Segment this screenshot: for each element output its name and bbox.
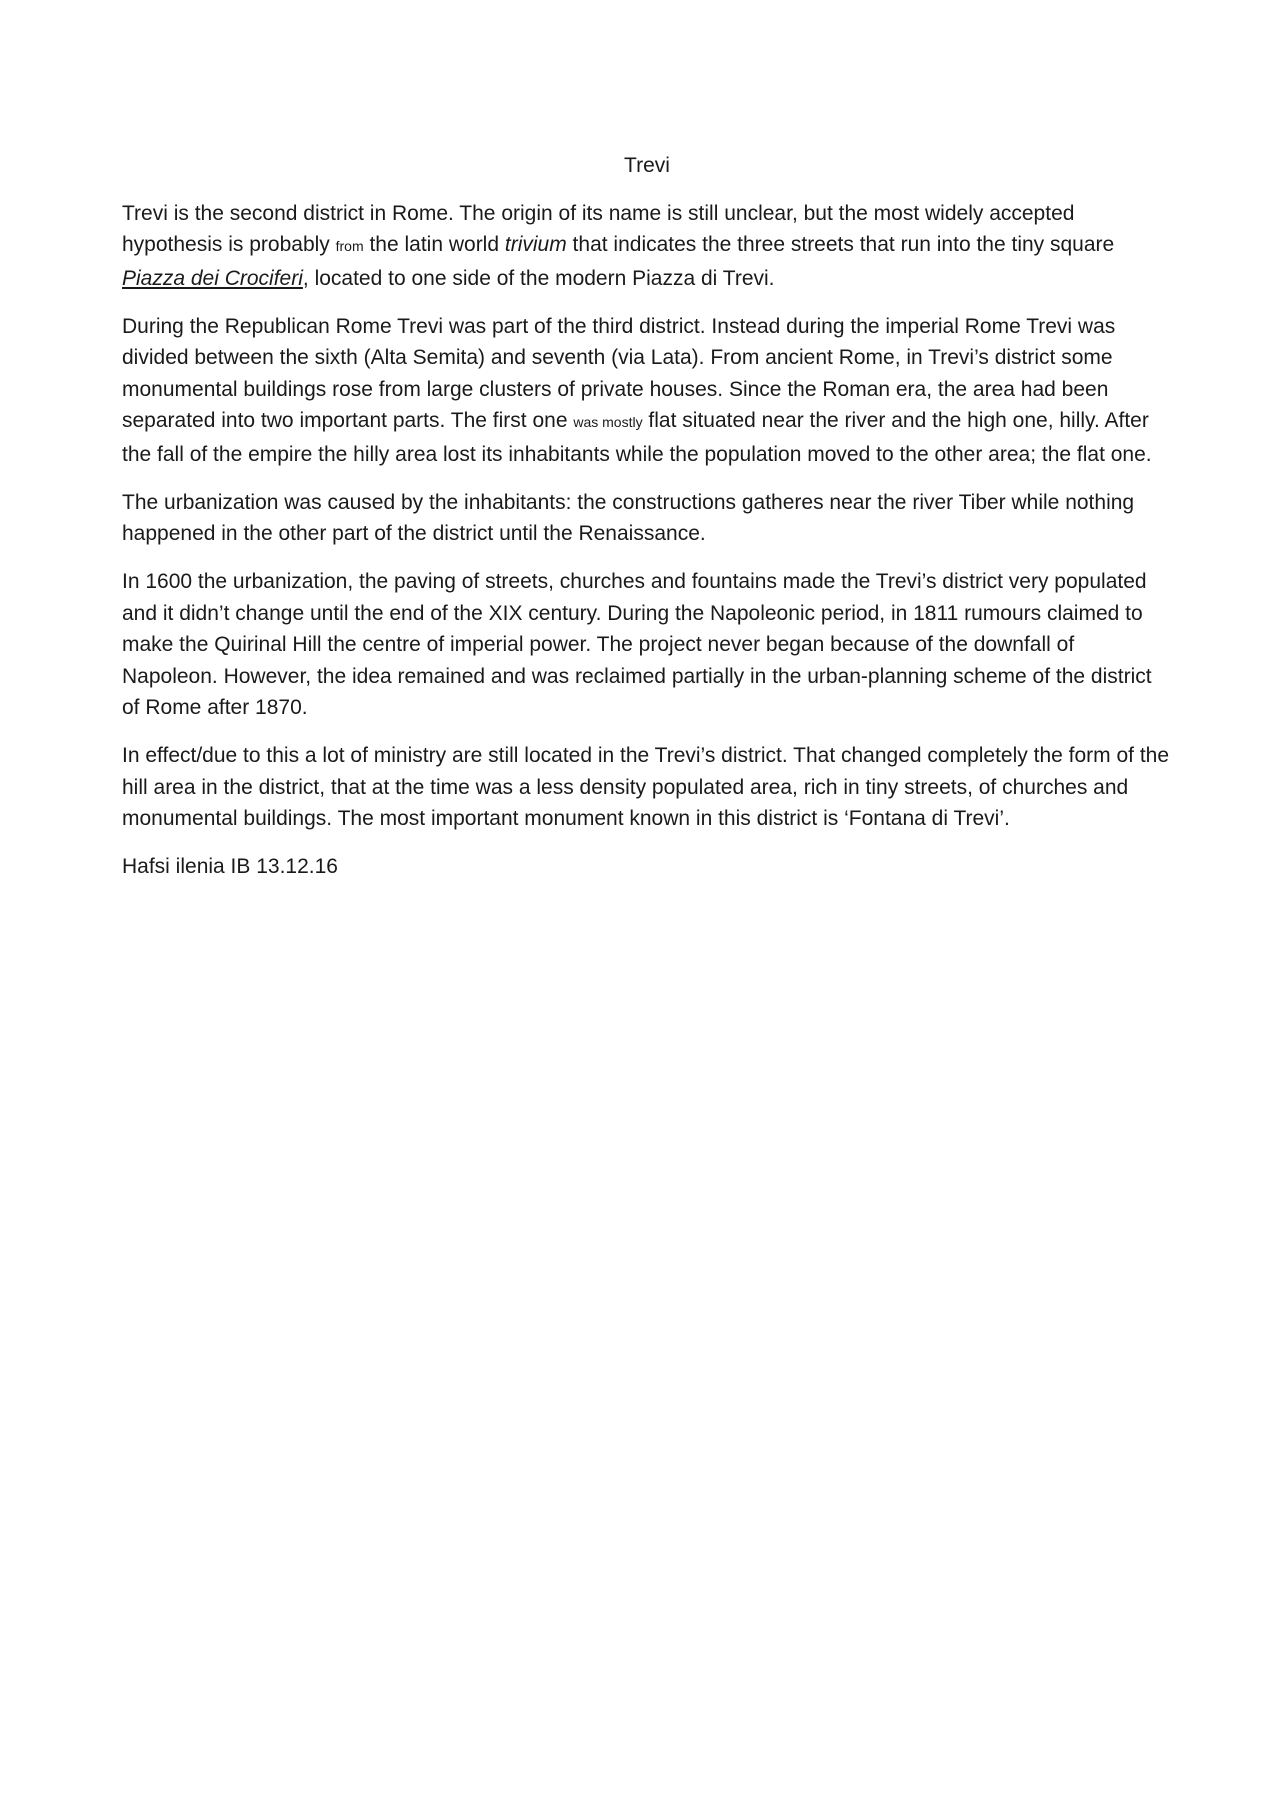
piazza-dei-crociferi-link[interactable]: Piazza dei Crociferi: [122, 266, 303, 290]
signature-line: Hafsi ilenia IB 13.12.16: [122, 855, 338, 878]
paragraph-1-text-c: that indicates the three streets that run into the tiny square: [566, 233, 1115, 256]
paragraph-1-italic-trivium: trivium: [504, 233, 567, 256]
paragraph-3: The urbanization was caused by the inhabitants: the constructions gatheres near the river Tiber while nothing happened in the other part of the district until the Renaissance.: [122, 490, 1135, 545]
paragraph-1: [122, 198, 1172, 295]
paragraph-2-text-a: During the Republican Rome Trevi was part of the third district. Instead during the imperial Rome Trevi was divided between the sixth (Alta Semita) and seventh (via Lata). From ancient Rome, in Trevi’s district some monumental buildings rose from large clusters of private houses. Since the Roman era, the area had been separated into two important parts. The first one: [122, 314, 1116, 432]
document-body: [122, 150, 1172, 899]
paragraph-5: In effect/due to this a lot of ministry are still located in the Trevi’s district. That changed completely the form of the hill area in the district, that at the time was a less density populated area, rich in tiny streets, of churches and monumental buildings. The most important monument known in this district is ‘Fontana di Trevi’.: [122, 744, 1170, 830]
paragraph-2-text-b: flat situated near the river and the high one, hilly. After the fall of the empire the hilly area lost its inhabitants while the population moved to the other area; the flat one.: [122, 409, 1152, 466]
paragraph-2-small-was-mostly: was mostly: [573, 414, 643, 430]
paragraph-2: [122, 311, 1172, 471]
paragraph-1-text-b: the latin world: [363, 233, 505, 256]
document-title: Trevi: [624, 154, 670, 177]
paragraph-1-text-d: , located to one side of the modern Piazza di Trevi.: [302, 266, 775, 290]
paragraph-1-text-a: Trevi is the second district in Rome. The origin of its name is still unclear, but the most widely accepted hypothesis is probably: [122, 201, 1075, 256]
paragraph-1-small-from: from: [335, 238, 364, 254]
paragraph-4: In 1600 the urbanization, the paving of streets, churches and fountains made the Trevi’s district very populated and it didn’t change until the end of the XIX century. During the Napoleonic period, in 1811 rumours claimed to make the Quirinal Hill the centre of imperial power. The project never began because of the downfall of Napoleon. However, the idea remained and was reclaimed partially in the urban-planning scheme of the district of Rome after 1870.: [122, 570, 1152, 719]
